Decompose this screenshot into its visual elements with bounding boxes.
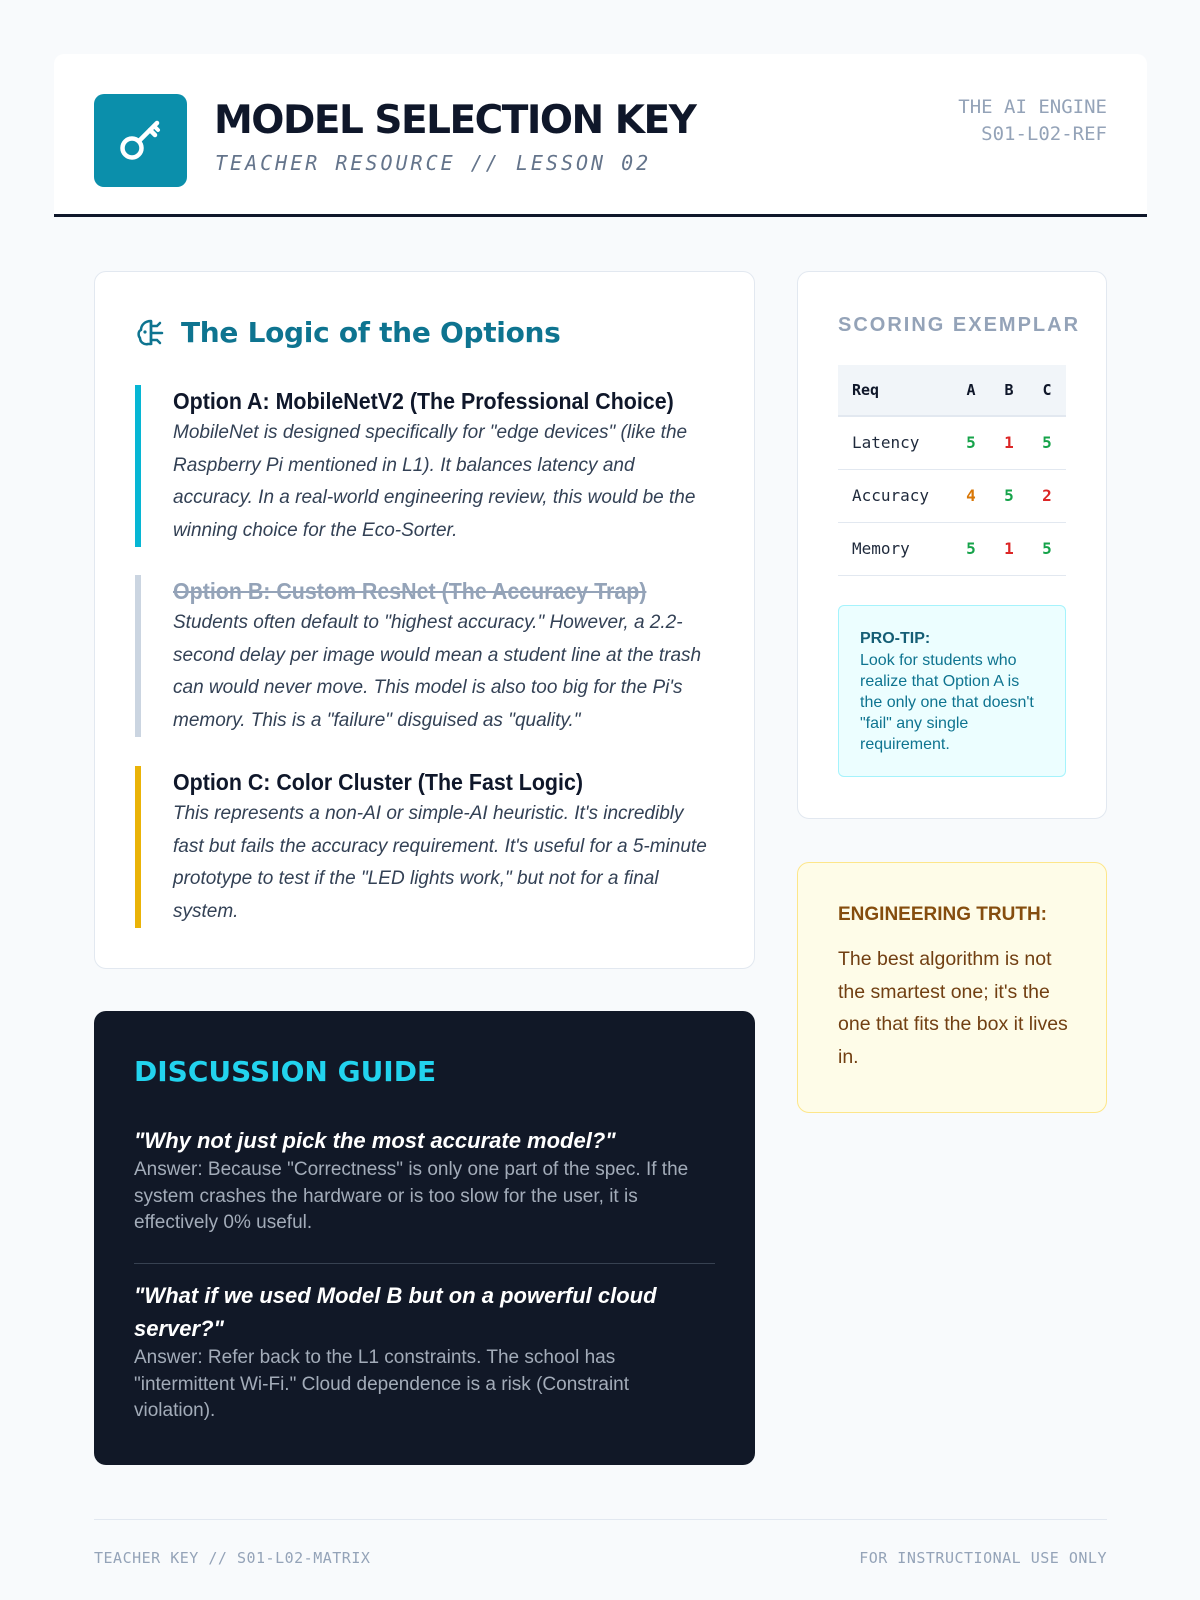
- logic-heading: [135, 316, 561, 349]
- option-b-text: Students often default to "highest accuracy." However, a 2.2-second delay per image would mean a student line at the trash can would never move. This model is also too big for the Pi's memory. This is a "failure" disguised as "quality.": [173, 612, 702, 731]
- logic-title: The Logic of the Options: [181, 316, 561, 349]
- logic-card: [94, 271, 755, 969]
- logo-tile: [94, 94, 187, 187]
- option-c-title: Option C: Color Cluster (The Fast Logic): [173, 769, 583, 795]
- footer-usage-note: FOR INSTRUCTIONAL USE ONLY: [859, 1549, 1107, 1567]
- option-a-text: MobileNet is designed specifically for "edge devices" (like the Raspberry Pi mentioned in L1). It balances latency and accuracy. In a real-world engineering review, this would be the winning choice for the Eco-Sorter.: [173, 422, 696, 541]
- column-header-b: B: [990, 365, 1028, 416]
- table-row: [838, 469, 1066, 522]
- requirement-cell: Accuracy: [838, 469, 952, 522]
- key-icon: [113, 113, 169, 169]
- score-cell: 5: [952, 416, 990, 469]
- discussion-question: "Why not just pick the most accurate model?": [134, 1128, 616, 1153]
- page-title: MODEL SELECTION KEY: [214, 98, 696, 143]
- discussion-title: DISCUSSION GUIDE: [134, 1055, 437, 1088]
- page-header: [54, 54, 1147, 217]
- engineering-truth-box: [797, 862, 1107, 1113]
- option-c: [135, 766, 717, 928]
- scoring-card: [797, 271, 1107, 819]
- header-meta: [958, 94, 1107, 148]
- table-row: [838, 522, 1066, 575]
- footer-ref: TEACHER KEY // S01-L02-MATRIX: [94, 1549, 371, 1567]
- table-header-row: [838, 365, 1066, 416]
- discussion-answer: Answer: Refer back to the L1 constraints. The school has "intermittent Wi-Fi." Cloud dependence is a risk (Constraint violation).: [134, 1347, 630, 1421]
- score-cell: 5: [990, 469, 1028, 522]
- option-c-text: This represents a non-AI or simple-AI heuristic. It's incredibly fast but fails the accuracy requirement. It's useful for a 5-minute prototype to test if the "LED lights work," but not for a final system.: [173, 803, 707, 922]
- option-a: [135, 385, 717, 547]
- requirement-cell: Latency: [838, 416, 952, 469]
- column-header-req: Req: [838, 365, 952, 416]
- score-cell: 5: [952, 522, 990, 575]
- table-row: [838, 416, 1066, 469]
- page-subtitle: TEACHER RESOURCE // LESSON 02: [215, 151, 652, 175]
- discussion-guide: [94, 1011, 755, 1465]
- discussion-divider: [134, 1263, 715, 1264]
- column-header-c: C: [1028, 365, 1066, 416]
- score-cell: 2: [1028, 469, 1066, 522]
- score-cell: 1: [990, 522, 1028, 575]
- requirement-cell: Memory: [838, 522, 952, 575]
- pro-tip-box: [838, 605, 1066, 777]
- pro-tip-label: PRO-TIP:: [860, 630, 931, 647]
- option-b: [135, 575, 717, 737]
- meta-engine: THE AI ENGINE: [958, 96, 1107, 118]
- scoring-table: [838, 365, 1066, 576]
- score-cell: 4: [952, 469, 990, 522]
- discussion-item: [134, 1124, 712, 1237]
- score-cell: 5: [1028, 522, 1066, 575]
- discussion-item: [134, 1279, 712, 1425]
- pro-tip-text: Look for students who realize that Option A is the only one that doesn't "fail" any single requirement.: [860, 652, 1034, 753]
- score-cell: 1: [990, 416, 1028, 469]
- discussion-answer: Answer: Because "Correctness" is only one part of the spec. If the system crashes the hardware or is too slow for the user, it is effectively 0% useful.: [134, 1159, 689, 1233]
- footer-divider: [94, 1519, 1107, 1520]
- option-b-title: Option B: Custom ResNet (The Accuracy Trap): [173, 578, 647, 604]
- option-a-title: Option A: MobileNetV2 (The Professional Choice): [173, 388, 674, 414]
- engineering-truth-label: ENGINEERING TRUTH:: [838, 904, 1047, 925]
- brain-circuit-icon: [135, 317, 167, 349]
- meta-ref-code: S01-L02-REF: [981, 123, 1107, 145]
- engineering-truth-text: The best algorithm is not the smartest one; it's the one that fits the box it lives in.: [838, 948, 1068, 1068]
- column-header-a: A: [952, 365, 990, 416]
- discussion-question: "What if we used Model B but on a powerful cloud server?": [134, 1283, 657, 1341]
- scoring-title: SCORING EXEMPLAR: [838, 314, 1081, 336]
- score-cell: 5: [1028, 416, 1066, 469]
